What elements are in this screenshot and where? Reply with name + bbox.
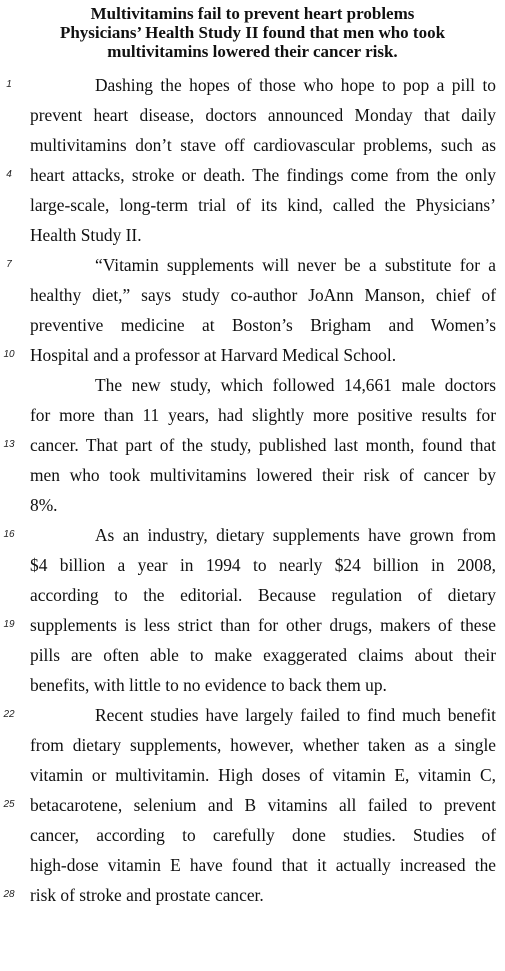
text-line: Dashing the hopes of those who hope to pop a pill to (95, 75, 496, 95)
line-number: 13 (3, 439, 15, 450)
text-line: according to the editorial. Because regulation of dietary (30, 585, 496, 605)
text-line: multivitamins don’t stave off cardiovascular problems, such as (30, 135, 496, 155)
text-line: Health Study II. (30, 225, 142, 245)
line-number: 16 (3, 529, 15, 540)
text-line: “Vitamin supplements will never be a substitute for a (95, 255, 496, 275)
line-number: 22 (3, 709, 15, 720)
line-number: 25 (3, 799, 15, 810)
title-line: multivitamins lowered their cancer risk. (107, 42, 398, 61)
text-line: The new study, which followed 14,661 male doctors (95, 375, 496, 395)
text-line: for more than 11 years, had slightly more positive results for (30, 405, 496, 425)
text-line: Hospital and a professor at Harvard Medical School. (30, 345, 397, 365)
article-body (30, 70, 496, 910)
text-line: risk of stroke and prostate cancer. (30, 885, 264, 905)
line-number: 7 (6, 259, 12, 270)
text-line: cancer, according to carefully done studies. Studies of (30, 825, 496, 845)
text-line: from dietary supplements, however, whether taken as a single (30, 735, 496, 755)
text-line: healthy diet,” says study co-author JoAnn Manson, chief of (30, 285, 496, 305)
line-number: 1 (6, 79, 12, 90)
text-line: heart attacks, stroke or death. The findings come from the only (30, 165, 496, 185)
line-number: 4 (6, 169, 12, 180)
line-number: 28 (3, 889, 15, 900)
text-line: benefits, with little to no evidence to back them up. (30, 675, 387, 695)
text-line: supplements is less strict than for other drugs, makers of these (30, 615, 496, 635)
text-line: betacarotene, selenium and B vitamins all failed to prevent (30, 795, 496, 815)
text-line: pills are often able to make exaggerated claims about their (30, 645, 496, 665)
text-line: $4 billion a year in 1994 to nearly $24 billion in 2008, (30, 555, 496, 575)
text-line: As an industry, dietary supplements have grown from (95, 525, 496, 545)
text-line: prevent heart disease, doctors announced Monday that daily (30, 105, 496, 125)
text-line: cancer. That part of the study, published last month, found that (30, 435, 496, 455)
text-line: vitamin or multivitamin. High doses of vitamin E, vitamin C, (30, 765, 496, 785)
text-line: preventive medicine at Boston’s Brigham and Women’s (30, 315, 496, 335)
title-line: Physicians’ Health Study II found that men who took (59, 23, 446, 42)
line-number: 10 (3, 349, 15, 360)
text-line: high-dose vitamin E have found that it actually increased the (30, 855, 496, 875)
text-line: Recent studies have largely failed to find much benefit (95, 705, 496, 725)
line-number: 19 (3, 619, 15, 630)
text-line: 8%. (30, 495, 58, 515)
title-line: Multivitamins fail to prevent heart problems (90, 4, 415, 23)
article-title (0, 4, 505, 61)
text-line: men who took multivitamins lowered their risk of cancer by (30, 465, 496, 485)
text-line: large-scale, long-term trial of its kind, called the Physicians’ (30, 195, 496, 215)
